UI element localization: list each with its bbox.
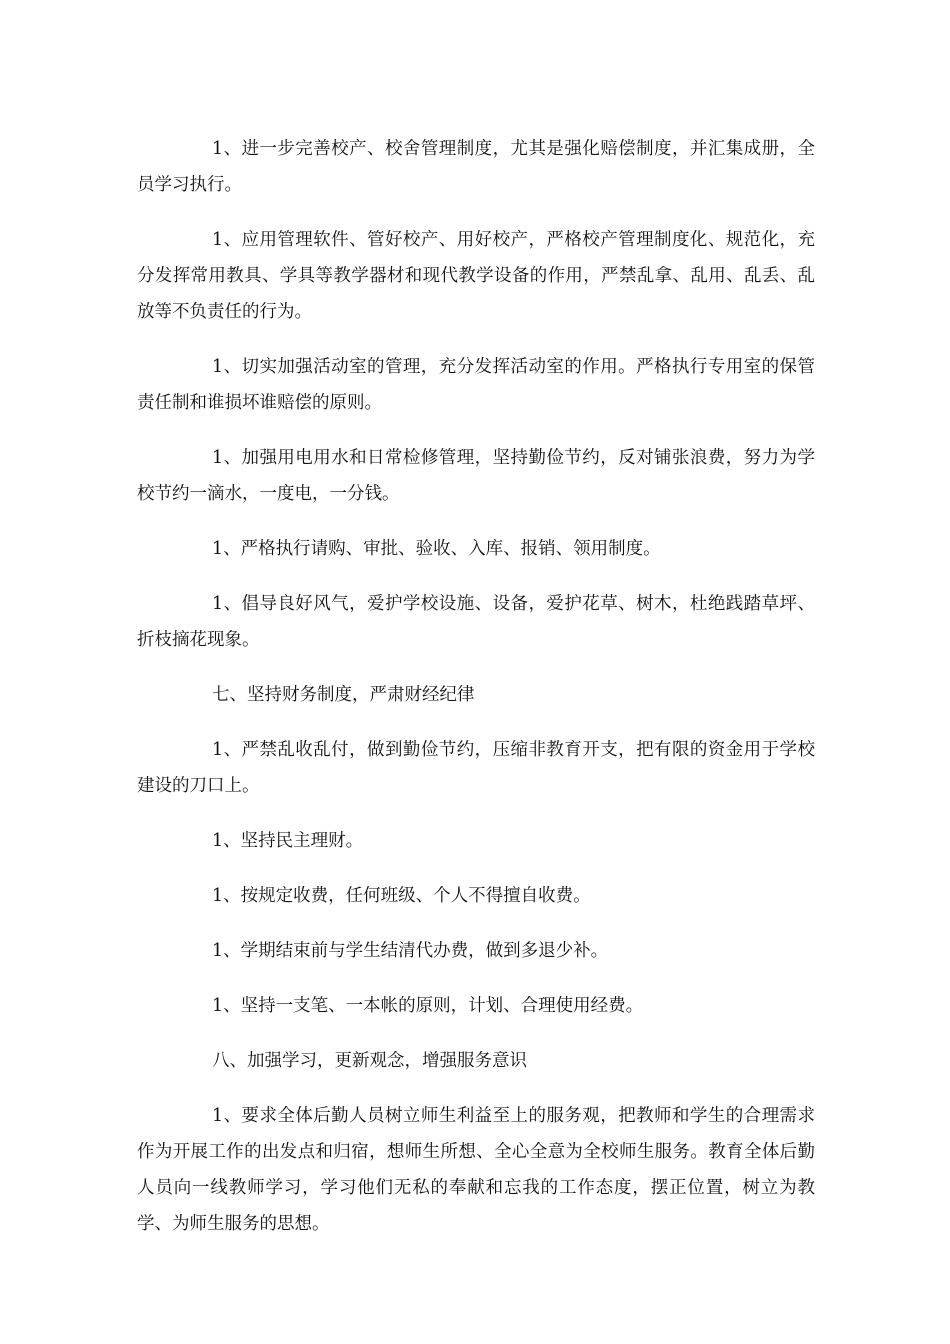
document-body [137, 131, 815, 1242]
paragraph: 1、切实加强活动室的管理，充分发挥活动室的作用。严格执行专用室的保管责任制和谁损坏谁赔偿的原则。 [137, 357, 815, 413]
paragraph: 1、坚持民主理财。 [212, 831, 364, 851]
section-heading: 七、坚持财务制度，严肃财经纪律 [212, 685, 475, 705]
paragraph: 1、按规定收费，任何班级、个人不得擅自收费。 [212, 886, 591, 906]
paragraph: 1、坚持一支笔、一本帐的原则，计划、合理使用经费。 [212, 996, 644, 1016]
paragraph: 1、倡导良好风气，爱护学校设施、设备，爱护花草、树木，杜绝践踏草坪、折枝摘花现象。 [137, 594, 815, 650]
paragraph: 1、应用管理软件、管好校产、用好校产，严格校产管理制度化、规范化，充分发挥常用教具、学具等教学器材和现代教学设备的作用，严禁乱拿、乱用、乱丢、乱放等不负责任的行为。 [137, 230, 815, 322]
paragraph: 1、要求全体后勤人员树立师生利益至上的服务观，把教师和学生的合理需求作为开展工作的出发点和归宿，想师生所想、全心全意为全校师生服务。教育全体后勤人员向一线教师学习，学习他们无私的奉献和忘我的工作态度，摆正位置，树立为教学、为师生服务的思想。 [137, 1106, 815, 1234]
paragraph: 1、严格执行请购、审批、验收、入库、报销、领用制度。 [212, 539, 661, 559]
paragraph: 1、严禁乱收乱付，做到勤俭节约，压缩非教育开支，把有限的资金用于学校建设的刀口上。 [137, 740, 815, 796]
paragraph: 1、学期结束前与学生结清代办费，做到多退少补。 [212, 941, 609, 961]
paragraph: 1、加强用电用水和日常检修管理，坚持勤俭节约，反对铺张浪费，努力为学校节约一滴水，一度电，一分钱。 [137, 448, 815, 504]
section-heading: 八、加强学习，更新观念，增强服务意识 [212, 1051, 527, 1071]
paragraph: 1、进一步完善校产、校舍管理制度，尤其是强化赔偿制度，并汇集成册，全员学习执行。 [137, 139, 815, 195]
